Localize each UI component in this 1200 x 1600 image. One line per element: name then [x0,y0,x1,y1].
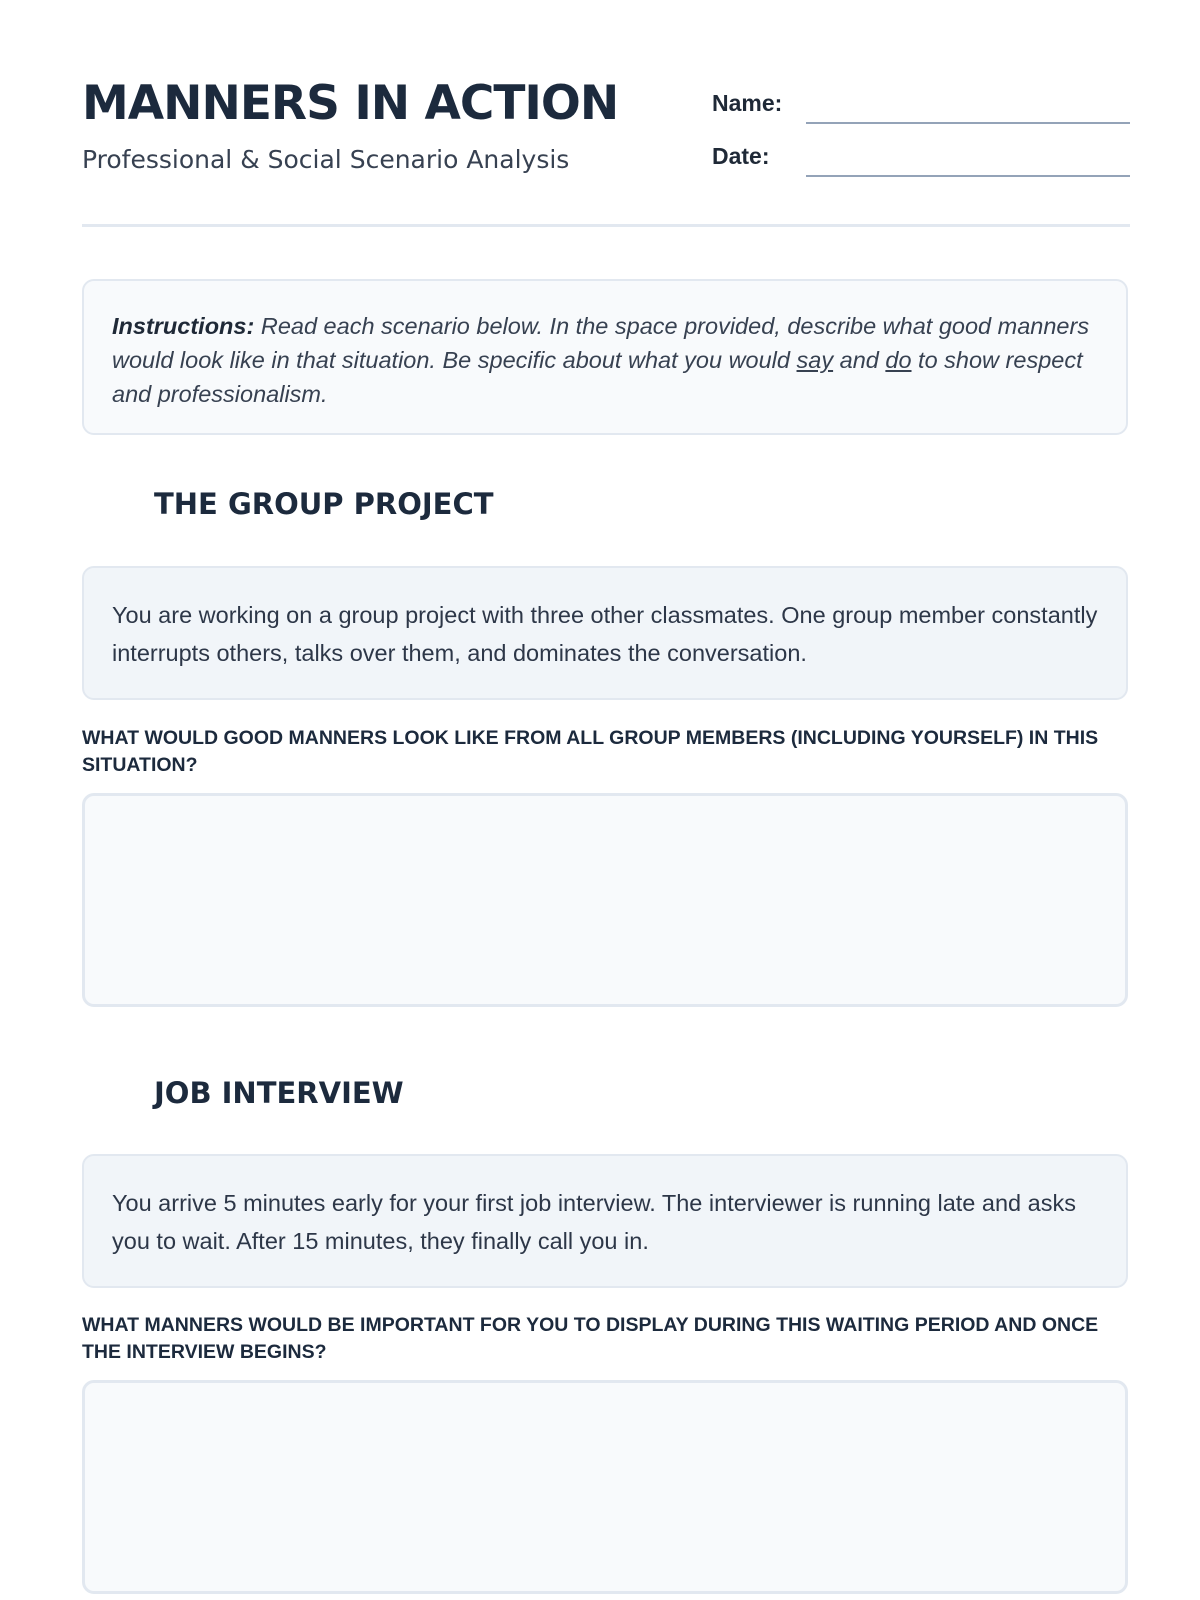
date-label: Date: [712,143,770,169]
instructions-label: Instructions: [112,313,255,339]
instructions-text-1: Read each scenario below. In the space provided, describe what good manners would look like in that situation. Be specific about what you would [112,313,1090,373]
name-line[interactable] [806,122,1130,124]
page-title: MANNERS IN ACTION [82,76,619,131]
worksheet-header [82,0,1130,227]
name-label: Name: [712,90,783,116]
instructions-text-2: and [833,347,886,373]
instructions-do: do [885,347,912,373]
scenario-question: WHAT MANNERS WOULD BE IMPORTANT FOR YOU TO DISPLAY DURING THIS WAITING PERIOD AND ONCE THE INTERVIEW BEGINS? [82,1314,1099,1363]
scenario-title: THE GROUP PROJECT [154,487,494,521]
scenario-description: You are working on a group project with three other classmates. One group member constantly interrupts others, talks over them, and dominates the conversation. [82,566,1128,700]
answer-area[interactable] [82,793,1128,1007]
instructions-say: say [796,347,834,373]
scenario-description: You arrive 5 minutes early for your first job interview. The interviewer is running late and asks you to wait. After 15 minutes, they finally call you in. [82,1154,1128,1288]
date-field [712,139,1130,179]
worksheet-page [82,0,1130,1363]
scenario-title: JOB INTERVIEW [154,1076,404,1110]
page-subtitle: Professional & Social Scenario Analysis [82,145,570,174]
scenario-question: WHAT WOULD GOOD MANNERS LOOK LIKE FROM ALL GROUP MEMBERS (INCLUDING YOURSELF) IN THIS SITUATION? [82,727,1099,776]
name-field [712,86,1130,126]
answer-area[interactable] [82,1380,1128,1594]
date-line[interactable] [806,175,1130,177]
instructions-text-3: to show respect and professionalism. [112,347,1083,407]
instructions-box [82,279,1128,435]
